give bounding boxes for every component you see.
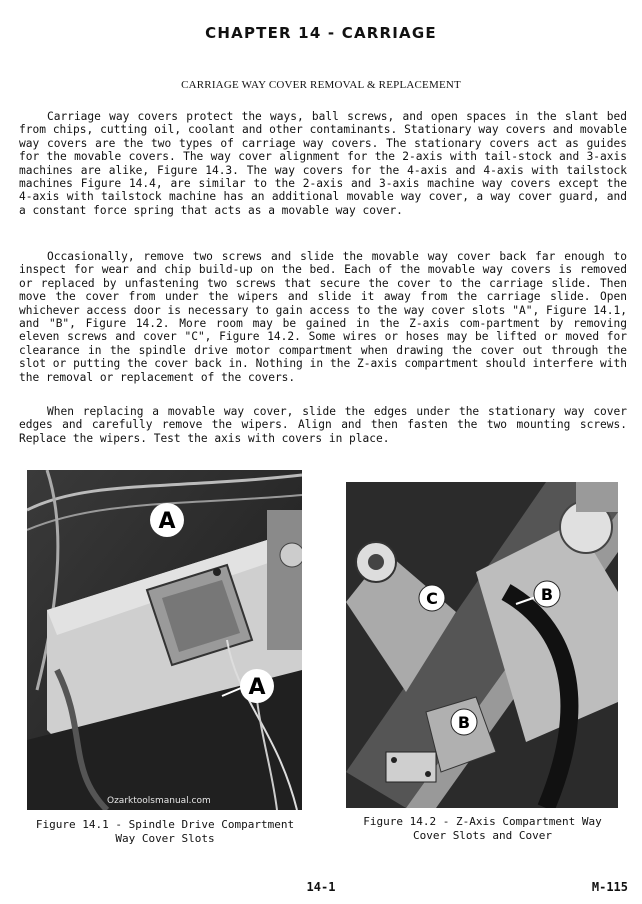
caption-line: Figure 14.1 - Spindle Drive Compartment [35, 818, 295, 831]
callout-a-lower-label: A [248, 675, 266, 700]
section-title: CARRIAGE WAY COVER REMOVAL & REPLACEMENT [181, 79, 461, 91]
paragraph-removal: Occasionally, remove two screws and slide the movable way cover back far enough to inspect for wear and chip build-up on the bed. Each of the movable way covers is removed or replaced by unfastening two screws that secure the cover to the carriage slide. Then move the cover from under the wipers and slide it away from the carriage slide. Open whichever access door is necessary to gain access to the way cover slots "A", Figure 14.1, and "B", Figure 14.2. More room may be gained in the Z-axis com-partment by removing eleven screws and cover "C", Figure 14.2. Some wires or hoses may be lifted or moved for clearance in the spindle drive motor compartment when drawing the cover out through the slot or putting the cover back in. Nothing in the Z-axis compartment should interfere with the removal or replacement of the covers. [19, 250, 627, 384]
callout-b-upper-label: B [540, 585, 554, 604]
chapter-title: CHAPTER 14 - CARRIAGE [205, 24, 437, 42]
caption-line: Way Cover Slots [115, 832, 215, 845]
page-number: 14-1 [306, 880, 336, 894]
callout-c-label: C [426, 589, 438, 608]
figure-14-1-photo [27, 470, 302, 810]
paragraph-intro: Carriage way covers protect the ways, ball screws, and open spaces in the slant bed from chips, cutting oil, coolant and other contaminants. Stationary way covers and movable way covers are the two types of carriage way covers. The stationary covers act as guides for the movable covers. The way cover alignment for the 2-axis with tail-stock and 3-axis machines are alike, Figure 14.3. The way covers for the 4-axis and 4-axis with tailstock machines Figure 14.4, are similar to the 2-axis and 3-axis machine way covers except the 4-axis with tailstock machine has an additional movable way cover, a way cover guard, and a constant force spring that acts as a movable way cover. [19, 110, 627, 217]
callout-b-lower-label: B [457, 713, 471, 732]
caption-line: Cover Slots and Cover [412, 829, 553, 842]
figure-14-2-photo [346, 482, 618, 808]
caption-line: Figure 14.2 - Z-Axis Compartment Way [363, 815, 602, 828]
figure-14-2-caption [340, 815, 625, 843]
document-code: M-115 [591, 880, 628, 894]
figure-14-1-caption [20, 818, 310, 846]
callout-a-upper-label: A [158, 509, 176, 534]
watermark-text: Ozarktoolsmanual.com [107, 796, 211, 806]
paragraph-replacement: When replacing a movable way cover, slide the edges under the stationary way cover edges and carefully remove the wipers. Align and then fasten the two mounting screws. Replace the wipers. Test the axis with covers in place. [19, 405, 627, 445]
